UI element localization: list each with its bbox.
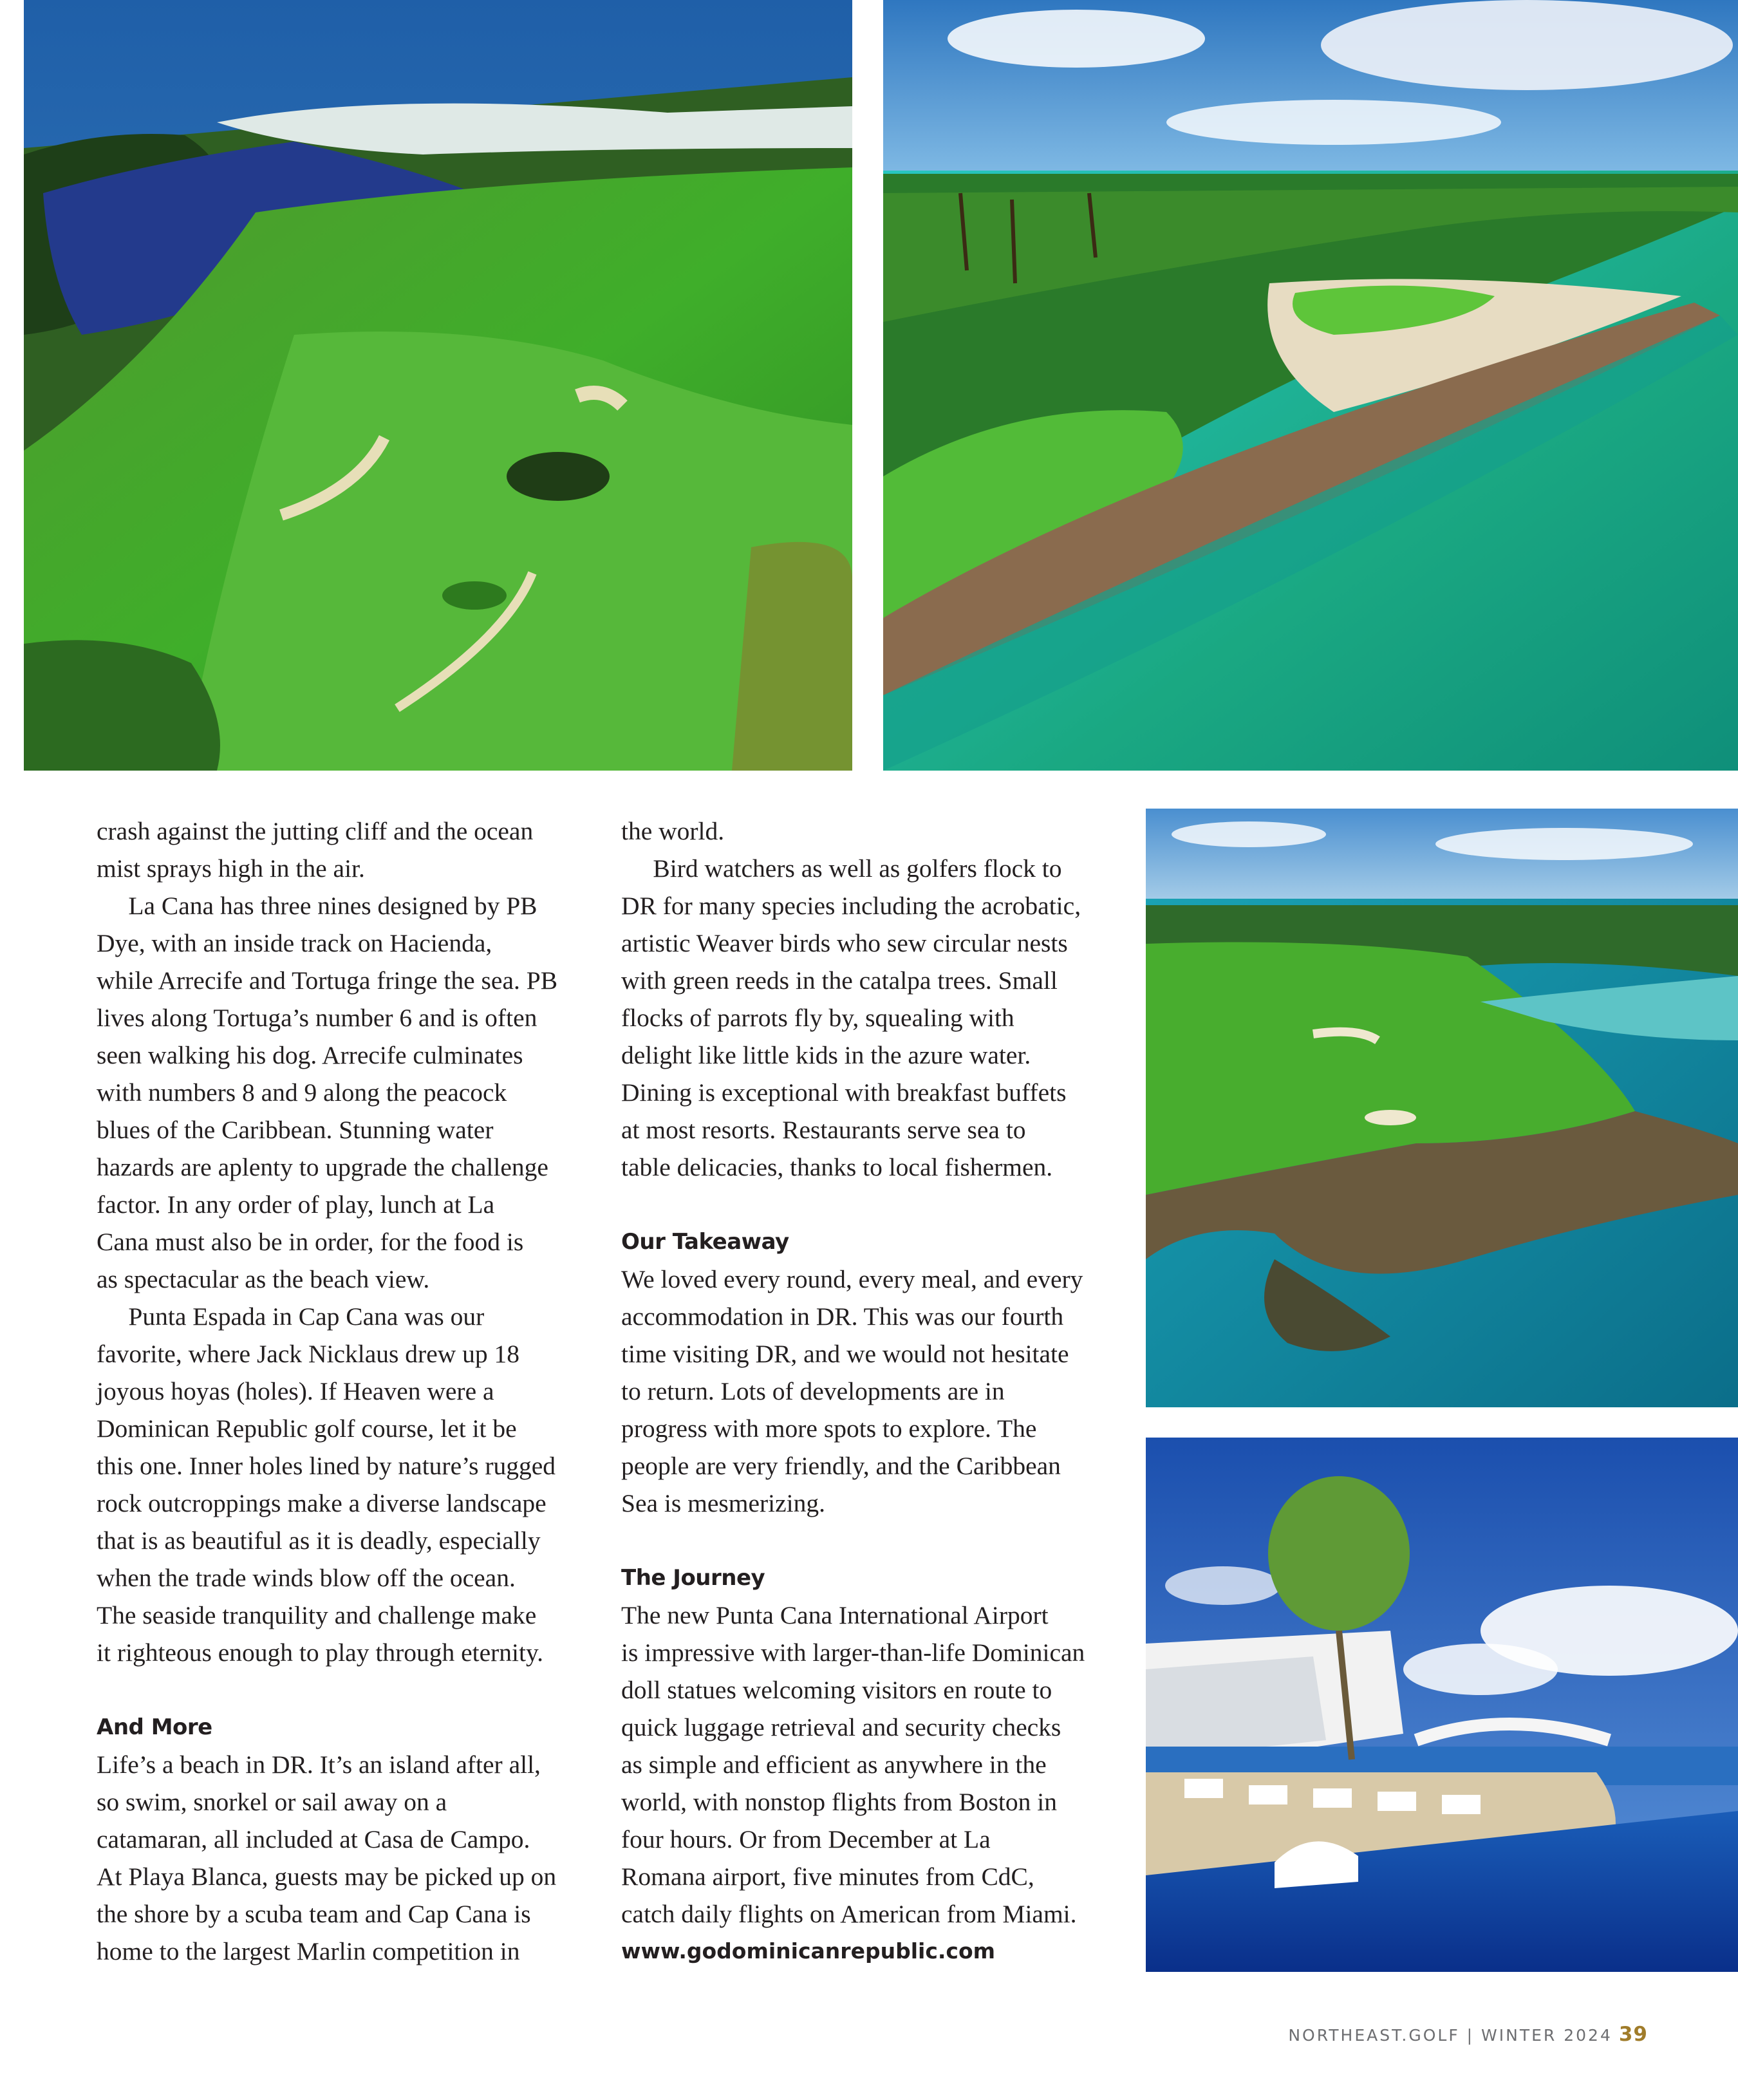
text-line: flocks of parrots fly by, squealing with bbox=[621, 1004, 1014, 1032]
text-line: Dominican Republic golf course, let it be bbox=[97, 1414, 517, 1443]
text-line: this one. Inner holes lined by nature’s rugged bbox=[97, 1452, 556, 1480]
text-line: as simple and efficient as anywhere in the bbox=[621, 1750, 1047, 1779]
text-line: Dining is exceptional with breakfast buffets bbox=[621, 1078, 1067, 1107]
heading-the-journey: The Journey bbox=[621, 1565, 765, 1591]
text-line: Dye, with an inside track on Hacienda, bbox=[97, 929, 492, 957]
text-line: at most resorts. Restaurants serve sea to bbox=[621, 1116, 1026, 1144]
text-line: artistic Weaver birds who sew circular nests bbox=[621, 929, 1068, 957]
column-right-body-c bbox=[621, 1597, 1130, 1933]
website-link[interactable]: www.godominicanrepublic.com bbox=[621, 1938, 996, 1964]
text-line: world, with nonstop flights from Boston in bbox=[621, 1788, 1057, 1816]
coastal-golf-hole-photo bbox=[883, 0, 1738, 771]
heading-and-more: And More bbox=[97, 1714, 212, 1740]
text-line: with numbers 8 and 9 along the peacock bbox=[97, 1078, 507, 1107]
spacer bbox=[97, 1671, 592, 1709]
text-line: quick luggage retrieval and security checks bbox=[621, 1713, 1061, 1741]
column-right-body-a bbox=[621, 812, 1130, 1186]
text-line: The new Punta Cana International Airport bbox=[621, 1601, 1049, 1629]
column-left-body-a bbox=[97, 812, 592, 1671]
text-line: time visiting DR, and we would not hesitate bbox=[621, 1340, 1069, 1368]
golf-course-river-photo bbox=[24, 0, 852, 771]
text-line: doll statues welcoming visitors en route to bbox=[621, 1676, 1052, 1704]
resort-pool-terrace-photo bbox=[1146, 1438, 1738, 1972]
text-line: Sea is mesmerizing. bbox=[621, 1489, 826, 1517]
clifftop-golf-green-photo bbox=[1146, 809, 1738, 1407]
publication-name: NORTHEAST.GOLF | WINTER 2024 bbox=[1288, 2026, 1612, 2045]
text-line: progress with more spots to explore. The bbox=[621, 1414, 1037, 1443]
page-folio bbox=[1275, 2021, 1648, 2048]
text-line: to return. Lots of developments are in bbox=[621, 1377, 1005, 1405]
heading-our-takeaway: Our Takeaway bbox=[621, 1229, 789, 1255]
column-left-body-b bbox=[97, 1746, 592, 1970]
text-line: rock outcroppings make a diverse landscape bbox=[97, 1489, 547, 1517]
text-line: Cana must also be in order, for the food is bbox=[97, 1228, 524, 1256]
text-line: DR for many species including the acrobatic, bbox=[621, 892, 1081, 920]
article-column-right bbox=[621, 812, 1130, 1970]
text-line: catamaran, all included at Casa de Campo. bbox=[97, 1825, 530, 1853]
text-line: as spectacular as the beach view. bbox=[97, 1265, 430, 1293]
text-line: catch daily flights on American from Miami. bbox=[621, 1900, 1077, 1928]
text-line: favorite, where Jack Nicklaus drew up 18 bbox=[97, 1340, 519, 1368]
text-line: accommodation in DR. This was our fourth bbox=[621, 1302, 1064, 1331]
text-line: At Playa Blanca, guests may be picked up on bbox=[97, 1862, 557, 1891]
text-line: with green reeds in the catalpa trees. Small bbox=[621, 966, 1058, 995]
text-line: crash against the jutting cliff and the ocean bbox=[97, 817, 534, 845]
text-line: Life’s a beach in DR. It’s an island after all, bbox=[97, 1750, 541, 1779]
text-line: delight like little kids in the azure water. bbox=[621, 1041, 1031, 1069]
text-line: four hours. Or from December at La bbox=[621, 1825, 991, 1853]
text-line: lives along Tortuga’s number 6 and is often bbox=[97, 1004, 537, 1032]
text-line: table delicacies, thanks to local fishermen. bbox=[621, 1153, 1053, 1181]
text-line: factor. In any order of play, lunch at La bbox=[97, 1190, 495, 1219]
text-line: Bird watchers as well as golfers flock to bbox=[621, 854, 1062, 883]
text-line: We loved every round, every meal, and every bbox=[621, 1265, 1083, 1293]
column-right-body-b bbox=[621, 1261, 1130, 1522]
text-line: La Cana has three nines designed by PB bbox=[97, 892, 537, 920]
text-line: the shore by a scuba team and Cap Cana is bbox=[97, 1900, 531, 1928]
text-line: while Arrecife and Tortuga fringe the sea. PB bbox=[97, 966, 558, 995]
page-number: 39 bbox=[1618, 2023, 1648, 2046]
text-line: people are very friendly, and the Caribbean bbox=[621, 1452, 1061, 1480]
text-line: it righteous enough to play through eternity. bbox=[97, 1638, 544, 1667]
spacer bbox=[621, 1522, 1130, 1559]
text-line: so swim, snorkel or sail away on a bbox=[97, 1788, 447, 1816]
text-line: Punta Espada in Cap Cana was our bbox=[97, 1302, 485, 1331]
text-line: blues of the Caribbean. Stunning water bbox=[97, 1116, 494, 1144]
text-line: the world. bbox=[621, 817, 725, 845]
spacer bbox=[621, 1186, 1130, 1223]
text-line: joyous hoyas (holes). If Heaven were a bbox=[97, 1377, 494, 1405]
text-line: that is as beautiful as it is deadly, especially bbox=[97, 1526, 541, 1555]
text-line: home to the largest Marlin competition in bbox=[97, 1937, 520, 1965]
text-line: hazards are aplenty to upgrade the challenge bbox=[97, 1153, 548, 1181]
article-column-left bbox=[97, 812, 592, 1970]
text-line: mist sprays high in the air. bbox=[97, 854, 365, 883]
text-line: seen walking his dog. Arrecife culminates bbox=[97, 1041, 523, 1069]
text-line: when the trade winds blow off the ocean. bbox=[97, 1564, 516, 1592]
text-line: is impressive with larger-than-life Dominican bbox=[621, 1638, 1085, 1667]
text-line: The seaside tranquility and challenge make bbox=[97, 1601, 537, 1629]
text-line: Romana airport, five minutes from CdC, bbox=[621, 1862, 1034, 1891]
